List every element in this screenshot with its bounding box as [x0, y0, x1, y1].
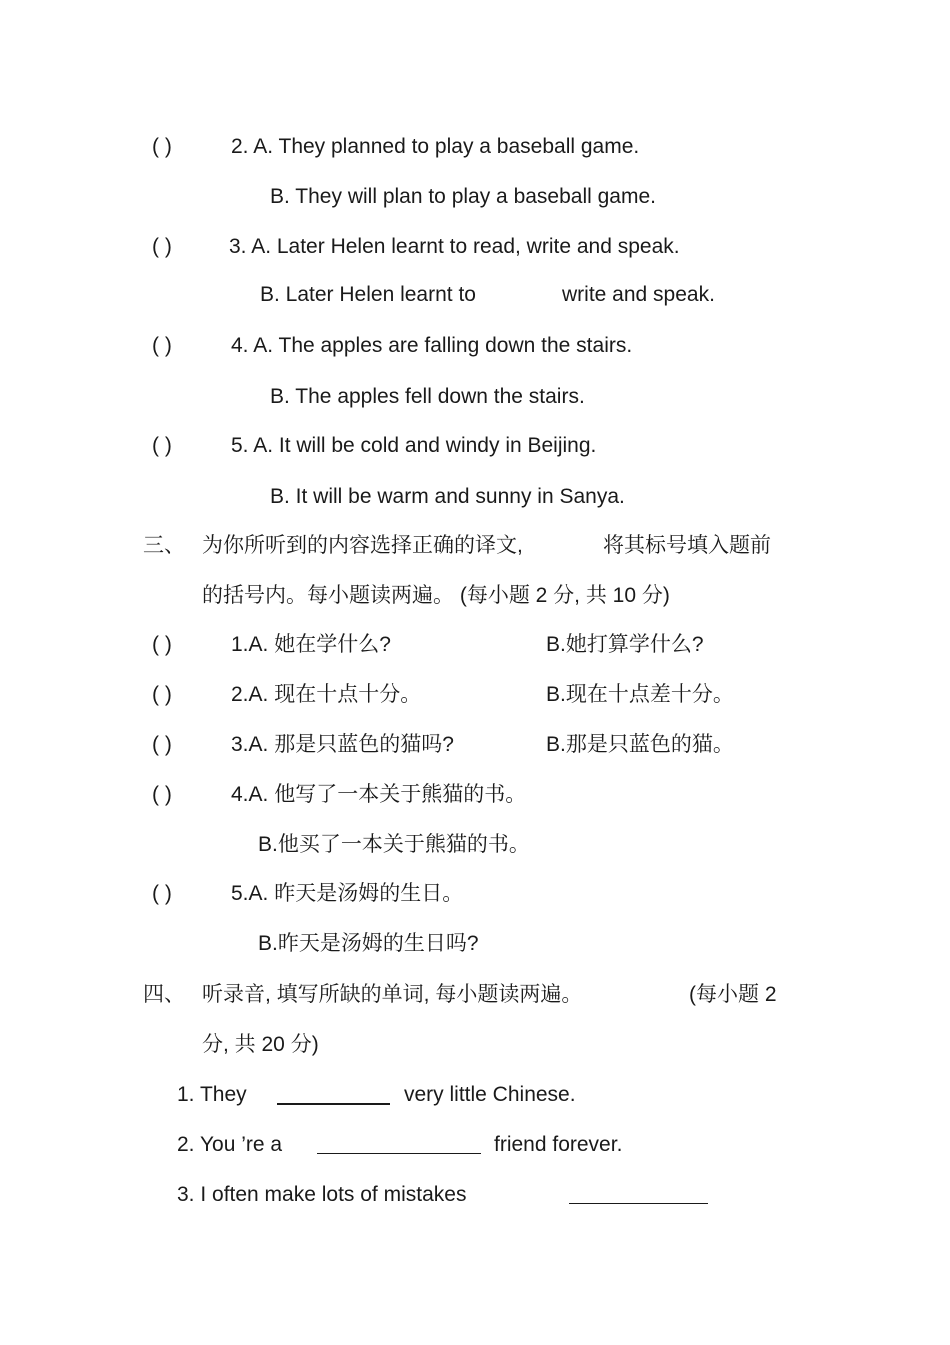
item-option-b: B. The apples fell down the stairs.: [270, 385, 585, 408]
item-option-b-cont: write and speak.: [562, 283, 715, 306]
answer-blank[interactable]: [277, 1103, 390, 1105]
item-option-a: 1.A. 她在学什么?: [231, 633, 391, 656]
item-option-a: 3.A. 那是只蓝色的猫吗?: [231, 733, 454, 756]
fill-item-text: 2. You ’re a: [177, 1133, 283, 1156]
answer-paren[interactable]: ( ): [152, 334, 172, 357]
answer-paren[interactable]: ( ): [152, 633, 172, 656]
section-instruction-cont: (每小题 2: [689, 983, 777, 1006]
item-option-b: B.他买了一本关于熊猫的书。: [258, 833, 530, 856]
section-number: 三、: [143, 534, 185, 557]
fill-item-text-after: very little Chinese.: [404, 1083, 576, 1106]
item-option-a: 3. A. Later Helen learnt to read, write and speak.: [229, 235, 680, 258]
answer-paren[interactable]: ( ): [152, 683, 172, 706]
section-instruction: 为你所听到的内容选择正确的译文,: [202, 534, 523, 557]
answer-blank[interactable]: [569, 1203, 708, 1204]
item-option-b: B.现在十点差十分。: [546, 683, 734, 706]
section-instruction-line2: 分, 共 20 分): [202, 1033, 319, 1056]
fill-item-text: 1. They: [177, 1083, 247, 1106]
item-option-a: 2. A. They planned to play a baseball game.: [231, 135, 640, 158]
answer-paren[interactable]: ( ): [152, 135, 172, 158]
answer-paren[interactable]: ( ): [152, 733, 172, 756]
answer-paren[interactable]: ( ): [152, 783, 172, 806]
section-number: 四、: [143, 983, 185, 1006]
item-option-b: B. Later Helen learnt to: [260, 283, 476, 306]
item-option-a: 5.A. 昨天是汤姆的生日。: [231, 882, 464, 905]
answer-blank[interactable]: [317, 1153, 481, 1154]
item-option-b: B. They will plan to play a baseball game.: [270, 185, 656, 208]
fill-item-text-after: friend forever.: [494, 1133, 623, 1156]
fill-item-text: 3. I often make lots of mistakes: [177, 1183, 467, 1206]
item-option-a: 2.A. 现在十点十分。: [231, 683, 422, 706]
item-option-a: 4.A. 他写了一本关于熊猫的书。: [231, 783, 527, 806]
section-instruction-cont: 将其标号填入题前: [603, 534, 771, 557]
item-option-b: B.那是只蓝色的猫。: [546, 733, 734, 756]
section-instruction-line2: 的括号内。每小题读两遍。 (每小题 2 分, 共 10 分): [202, 584, 670, 607]
answer-paren[interactable]: ( ): [152, 235, 172, 258]
item-option-a: 5. A. It will be cold and windy in Beijing.: [231, 434, 597, 457]
answer-paren[interactable]: ( ): [152, 882, 172, 905]
item-option-b: B. It will be warm and sunny in Sanya.: [270, 485, 625, 508]
section-instruction: 听录音, 填写所缺的单词, 每小题读两遍。: [202, 983, 583, 1006]
item-option-b: B.她打算学什么?: [546, 633, 704, 656]
answer-paren[interactable]: ( ): [152, 434, 172, 457]
item-option-b: B.昨天是汤姆的生日吗?: [258, 932, 479, 955]
item-option-a: 4. A. The apples are falling down the stairs.: [231, 334, 633, 357]
